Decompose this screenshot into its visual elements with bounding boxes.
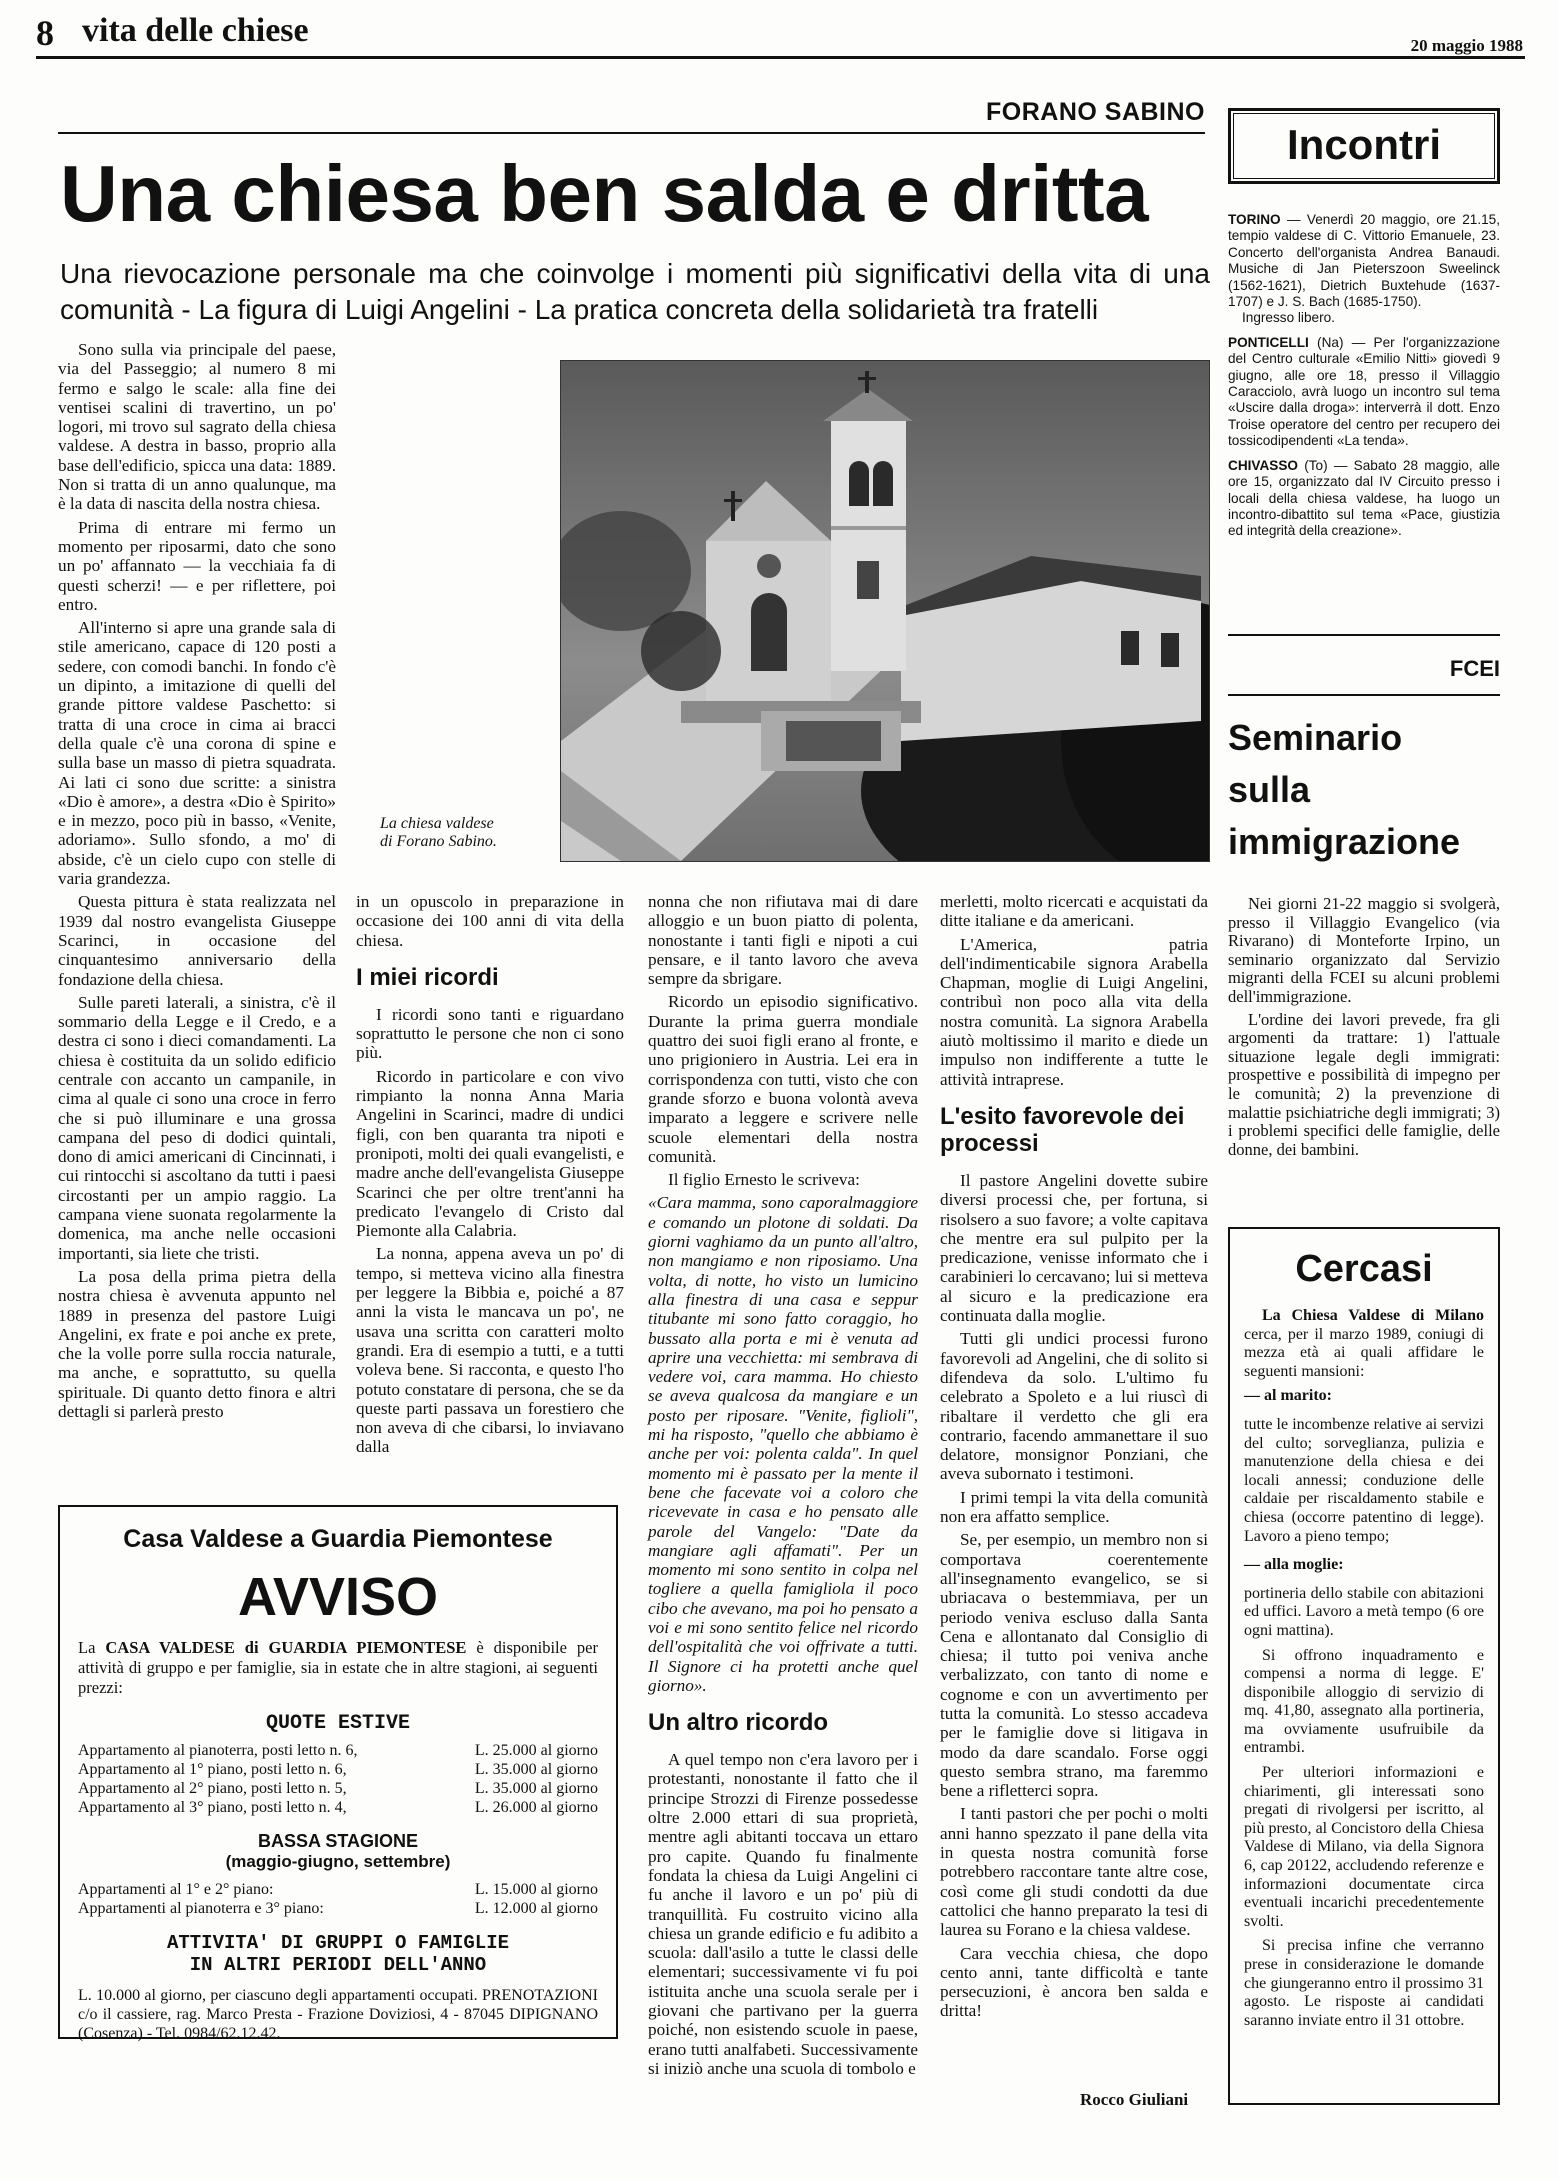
article-paragraph: nonna che non rifiutava mai di dare alloggio e un buon piatto di polenta, nonostante i tanti figli e nipoti a cui pensare, e il tanto lavoro che aveva sempre da sbrigare.: [648, 892, 918, 989]
article-column-2: [356, 892, 624, 1461]
article-paragraph: La nonna, appena aveva un po' di tempo, si metteva vicino alla finestra per leggere la Bibbia e, poiché a 87 anni la vista le mancava un po', ne usava una scritta con caratteri molto grandi. Era di esempio a tutti, e a tutti voleva bene. Si racconta, e questo l'ho potuto constatare di persona, che se da queste parti passava un forestiero che non aveva di che cibarsi, lo inviavano dalla: [356, 1244, 624, 1457]
fcei-paragraph: L'ordine dei lavori prevede, fra gli argomenti da trattare: 1) l'attuale situazione legale degli immigrati: prospettive e possibilità di impegno per le comunità; 2) la prevenzione di malattie psichiatriche degli immigrati; 3) i problemi specifici delle famiglie, delle donne, dei bambini.: [1228, 1009, 1500, 1159]
article-paragraph: merletti, molto ricercati e acquistati da ditte italiane e da americani.: [940, 892, 1208, 931]
article-paragraph: Il figlio Ernesto le scriveva:: [668, 1170, 860, 1190]
article-paragraph: Ricordo in particolare e con vivo rimpianto la nonna Anna Maria Angelini in Scarinci, madre di undici figli, con ben quaranta tra nipoti e pronipoti, molti dei quali evangelisti, e madre anche dell'evangelista Giuseppe Scarinci che per oltre trent'anni ha predicato l'evangelo di Cristo dal Piemonte alla Calabria.: [356, 1066, 624, 1241]
article-paragraph: I tanti pastori che per pochi o molti anni hanno spezzato il pane della vita in questa nostra comunità forse potrebbero raccontare tante altre cose, così come gli studi condotti da due cattolici che hanno preparato la tesi di laurea su Forano e la chiesa valdese.: [940, 1804, 1208, 1940]
article-paragraph: Prima di entrare mi fermo un momento per riposarmi, dato che sono un po' affannato — la vecchiaia fa di questi scherzi! — e per riflettere, poi entro.: [58, 517, 336, 614]
article-paragraph: Il pastore Angelini dovette subire diversi processi che, per fortuna, si risolsero a suo favore; a volte capitava che mentre era sul pulpito per la predicazione, venisse informato che i carabinieri lo cercavano; lui si metteva al sicuro e la predicazione era continuata dalla moglie.: [940, 1170, 1208, 1326]
price-label: Appartamenti al 1° e 2° piano:: [78, 1881, 274, 1898]
price-value: L. 35.000 al giorno: [474, 1780, 598, 1797]
church-illustration: [561, 361, 1209, 861]
article-paragraph: Ricordo un episodio significativo. Durante la prima guerra mondiale quattro dei suoi figli erano al fronte, e uno prigioniero in Austria. Lei era in corrispondenza con tutti, visto che con grande sforzo e buona volontà aveva imparato a leggere e scrivere nelle scuole elementari della nostra comunità.: [648, 992, 918, 1166]
fcei-title: [1228, 712, 1500, 868]
ad-title: Casa Valdese a Guardia Piemontese: [123, 1525, 553, 1553]
article-column-4: [940, 892, 1208, 2025]
article-paragraph: Sulle pareti laterali, a sinistra, c'è il sommario della Legge e il Credo, e a destra ci sono i dieci comandamenti. La chiesa è costituita da un solido edificio centrale con accanto un campanile, in cima al quale ci sono una croce in ferro che si può illuminare e una grossa campana del peso di dodici quintali, dono di amici americani di Cincinnati, i cui rintocchi si ascoltano da tutti i paesi circostanti per un ampio raggio. La campana viene suonata regolarmente la domenica, ma anche nelle occasioni importanti, sia liete che tristi.: [58, 992, 336, 1263]
incontri-item: [1228, 212, 1500, 327]
price-value: L. 35.000 al giorno: [474, 1761, 598, 1778]
wife-text: portineria dello stabile con abitazioni ed uffici. Lavoro a metà tempo (6 ore ogni mattina).: [1244, 1584, 1484, 1639]
price-row: [78, 1880, 598, 1899]
summer-prices: [78, 1741, 598, 1817]
article-paragraph: All'interno si apre una grande sala di stile americano, capace di 120 posti a sedere, con comodi banchi. In fondo c'è un dipinto, a imitazione di quelli del grande pittore valdese Paschetto: si tratta di una croce in cima ai bracci della quale c'è una corona di spine e sulla base un masso di pietra squadrata. Ai lati ci sono due scritte: a sinistra «Dio è amore», a destra «Dio è Spirito» e in mezzo, poco più in basso, «Venite, adoriamo». Sullo sfondo, a mo' di abside, c'è un cielo cupo con stelle di varia grandezza.: [58, 618, 336, 889]
article-paragraph: in un opuscolo in preparazione in occasione dei 100 anni di vita della chiesa.: [356, 892, 624, 950]
price-value: L. 26.000 al giorno: [474, 1799, 598, 1816]
heading-miei-ricordi: I miei ricordi: [356, 963, 499, 991]
incontri-title: Incontri: [1287, 121, 1441, 168]
photo-caption-line2: di Forano Sabino.: [380, 833, 497, 850]
incontri-box: [1228, 108, 1500, 184]
article-subtitle: Una rievocazione personale ma che coinvolge i momenti più significativi della vita di una comunità - La figura di Luigi Angelini - La pratica concreta della solidarietà tra fratelli: [60, 258, 1210, 325]
article-paragraph: Se, per esempio, un membro non si comportava coerentemente all'insegnamento evangelico, se si ubriacava o bestemmiava, per un periodo veniva escluso dalla Santa Cena e allontanato dal Consiglio di chiesa; il tutto poi veniva anche verbalizzato, con tanto di nome e cognome e con un avvertimento per tutta la comunità. Lo stesso accadeva per le famiglie dove si litigava in modo da dare scandalo. Forse oggi questo sembra strano, ma faremmo bene a rifletterci sopra.: [940, 1530, 1208, 1801]
incontri-text: (To) — Sabato 28 maggio, alle ore 15, organizzato dal IV Circuito presso i locali della chiesa valdese, ha luogo un incontro-dibattito sul tema «Pace, giustizia ed integrità della creazione».: [1228, 457, 1500, 539]
heading-altro-ricordo: Un altro ricordo: [648, 1709, 829, 1737]
ad-intro: [78, 1638, 598, 1698]
ad-intro-rest: è disponibile per attività di gruppo e per famiglie, sia in estate che in altre stagioni, ai seguenti prezzi:: [78, 1638, 598, 1697]
article-paragraph: Sono sulla via principale del paese, via del Passeggio; al numero 8 mi fermo e salgo le scale: alla fine dei ventisei scalini di travertino, un po' logori, mi trovo sul sagrato della chiesa valdese. A destra in basso, proprio alla base dell'edificio, spicca una data: 1889. Non si tratta di un anno qualunque, ma è la data di nascita della nostra chiesa.: [58, 340, 336, 514]
cercasi-box: [1228, 1227, 1500, 2105]
incontri-extra: Ingresso libero.: [1242, 310, 1335, 326]
section-title: vita delle chiese: [82, 12, 309, 49]
photo-caption-line1: La chiesa valdese: [380, 815, 494, 832]
cercasi-title: Cercasi: [1295, 1248, 1433, 1290]
ad-intro-bold: CASA VALDESE di GUARDIA PIEMONTESE: [105, 1638, 467, 1657]
photo-caption: [380, 815, 550, 851]
price-value: L. 12.000 al giorno: [474, 1900, 598, 1917]
fcei-paragraph: Nei giorni 21-22 maggio si svolgerà, presso il Villaggio Evangelico (via Rivarano) di Monteforte Irpino, un seminario organizzato dal Servizio migranti della FCEI su alcuni problemi dell'immigrazione.: [1228, 894, 1500, 1006]
heading-esito-processi: L'esito favorevole dei processi: [940, 1102, 1185, 1157]
incontri-list: [1228, 212, 1500, 548]
incontri-item: [1228, 335, 1500, 450]
low-season-prices: [78, 1880, 598, 1918]
incontri-place: CHIVASSO: [1228, 457, 1298, 473]
price-label: Appartamento al 3° piano, posti letto n. 4,: [78, 1799, 347, 1816]
price-value: L. 25.000 al giorno: [474, 1742, 598, 1759]
article-column-3: [648, 892, 918, 2082]
article-paragraph: Questa pittura è stata realizzata nel 1939 dal nostro evangelista Giuseppe Scarinci, in occasione del cinquantesimo anniversario della fondazione della chiesa.: [58, 892, 336, 989]
fcei-title-line1: Seminario: [1228, 717, 1403, 758]
ad-headline: AVVISO: [237, 1567, 439, 1627]
page-number: 8: [36, 13, 54, 53]
article-author: Rocco Giuliani: [1080, 2090, 1189, 2109]
wife-heading: — alla moglie:: [1244, 1556, 1344, 1574]
price-value: L. 15.000 al giorno: [474, 1881, 598, 1898]
article-paragraph: I primi tempi la vita della comunità non era affatto semplice.: [940, 1487, 1208, 1527]
article-paragraph: Cara vecchia chiesa, che dopo cento anni, tante difficoltà e tante persecuzioni, è ancora ben salda e dritta!: [940, 1943, 1208, 2021]
groups-heading-1: ATTIVITA' DI GRUPPI O FAMIGLIE: [166, 1932, 510, 1954]
cercasi-intro-bold: La Chiesa Valdese di Milano: [1262, 1307, 1484, 1324]
page-header: [36, 8, 1523, 60]
price-label: Appartamenti al pianoterra e 3° piano:: [78, 1900, 324, 1917]
groups-text: L. 10.000 al giorno, per ciascuno degli appartamenti occupati. PRENOTAZIONI c/o il cassiere, rag. Marco Presta - Frazione Doviziosi, 4 - 87045 DIPIGNANO (Cosenza) - Tel. 0984/62.12.42.: [78, 1987, 598, 2042]
kicker-rule: [58, 132, 1205, 134]
incontri-text: (Na) — Per l'organizzazione del Centro culturale «Emilio Nitti» giovedì 9 giugno, alle ore 18, presso il Villaggio Caracciolo, avrà luogo un incontro sul tema «Uscire dalla droga»: interverrà il dott. Enzo Troise operatore del centro per recupero dei tossicodipendenti «La tenda».: [1228, 334, 1500, 449]
price-label: Appartamento al 2° piano, posti letto n. 5,: [78, 1780, 347, 1797]
incontri-item: [1228, 458, 1500, 540]
ernesto-letter-quote: «Cara mamma, sono caporalmaggiore e comando un plotone di soldati. Da giorni vaghiamo da un punto all'altro, non mangiamo e non riposiamo. Una volta, di notte, ho visto un lumicino alla finestra di una casa e seppur titubante mi sono fatto coraggio, ho bussato alla porta e mi è venuta ad aprire una vecchietta: mi sembrava di vedere voi, cara mamma. Ho chiesto se aveva qualcosa da mangiare e un posto per riposare. "Venite, figlioli", mi ha risposto, "quello che abbiamo è anche per voi: polenta calda". In quel momento mi è passato per la mente il bene che facevate voi a coloro che ricevevate in casa e ho pensato alle parole del Vangelo: "Date da mangiare agli affamati". Per un momento mi sono sentito in colpa nel togliere a quella famigliola il poco cibo che avevano, ma poi ho pensato a voi e mi sono sentito felice nel ricordo dell'ospitalità che voi offrivate a tutti. Il Signore ci ha protetti anche quel giorno».: [648, 1193, 918, 1695]
summer-heading: QUOTE ESTIVE: [265, 1712, 411, 1735]
price-row: [78, 1741, 598, 1760]
fcei-title-line3: immigrazione: [1228, 821, 1461, 862]
article-paragraph: I ricordi sono tanti e riguardano soprattutto le persone che non ci sono più.: [356, 1004, 624, 1063]
ad-intro-prefix: La: [78, 1638, 106, 1657]
article-paragraph: A quel tempo non c'era lavoro per i protestanti, nonostante il fatto che il principe Strozzi di Firenze possedesse oltre 2.000 ettari di sua proprietà, mentre agli abitanti toccava un ettaro pro capite. Quando fu finalmente fondata la chiesa da Luigi Angelini ci fu anche il lavoro e un po' più di tranquillità. Fu costruito vicino alla chiesa un grande edificio e fu adibito a scuola: dall'asilo a tutte le classi delle elementari; successivamente vi fu poi istituita anche una scuola serale per i giovani che partivano per la guerra poiché, non esistendo scuole in paese, erano tutti analfabeti. Successivamente si iniziò anche una scuola di tombolo e: [648, 1750, 918, 2078]
article-kicker: FORANO SABINO: [986, 98, 1205, 126]
price-label: Appartamento al pianoterra, posti letto n. 6,: [78, 1742, 358, 1759]
groups-heading-2: IN ALTRI PERIODI DELL'ANNO: [189, 1954, 487, 1976]
cercasi-paragraph: Si offrono inquadramento e compensi a norma di legge. E' disponibile alloggio di servizio di mq. 41,80, assegnato alla portineria, ma ovviamente usufruibile da entrambi.: [1244, 1646, 1484, 1757]
cercasi-paragraph: Per ulteriori informazioni e chiarimenti, gli interessati sono pregati di rivolgersi per iscritto, al più presto, al Concistoro della Chiesa Valdese di Milano, via della Signora 6, cap 20122, accludendo referenze e informazioni documentate circa eventuali incarichi precedentemente svolti.: [1244, 1764, 1484, 1930]
low-season-sub: (maggio-giugno, settembre): [225, 1852, 451, 1871]
avviso-ad-box: [58, 1505, 618, 2042]
header-rule: [36, 56, 1525, 59]
sidebar-rule-2: [1228, 694, 1500, 696]
price-row: [78, 1798, 598, 1817]
price-row: [78, 1899, 598, 1918]
church-photo: [560, 360, 1210, 862]
incontri-place: TORINO: [1228, 212, 1281, 227]
incontri-text: — Venerdì 20 maggio, ore 21.15, tempio valdese di C. Vittorio Emanuele, 23. Concerto dell'organista Andrea Banaudi. Musiche di Jan Pieterszoon Sweelinck (1562-1621), Dietrich Buxtehude (1637-1707) e J. S. Bach (1685-1750).: [1228, 212, 1500, 310]
incontri-place: PONTICELLI: [1228, 334, 1309, 350]
article-title: Una chiesa ben salda e dritta: [60, 149, 1149, 238]
sidebar-rule-1: [1228, 634, 1500, 636]
husband-heading: — al marito:: [1244, 1387, 1332, 1405]
article-paragraph: La posa della prima pietra della nostra chiesa è avvenuta appunto nel 1889 in presenza del pastore Luigi Angelini, ex frate e poi anche ex prete, che la volle porre sulla roccia naturale, ma anche, e soprattutto, su quella spirituale. Di quanto detto finora e altri dettagli si parlerà presto: [58, 1266, 336, 1422]
article-paragraph: L'America, patria dell'indimenticabile signora Arabella Chapman, moglie di Luigi Angelini, contribuì non poco alla vita della nostra comunità. La signora Arabella aiutò moltissimo il marito e diede un impulso non indifferente a tutte le attività intraprese.: [940, 934, 1208, 1089]
fcei-title-line2: sulla: [1228, 769, 1311, 810]
fcei-body: [1228, 895, 1500, 1163]
husband-text: tutte le incombenze relative ai servizi del culto; sorveglianza, pulizia e manutenzione della chiesa e dei locali annessi; conduzione delle caldaie per riscaldamento stabile e chiesa (occorre patentino di legge). Lavoro a pieno tempo;: [1244, 1415, 1484, 1545]
cercasi-body: [1244, 1307, 1484, 2030]
cercasi-intro: [1244, 1307, 1484, 1381]
cercasi-intro-rest: cerca, per il marzo 1989, coniugi di mezza età ai quali affidare le seguenti mansioni:: [1244, 1325, 1484, 1380]
article-column-1: [58, 340, 336, 1425]
article-paragraph: Tutti gli undici processi furono favorevoli ad Angelini, che di solito si difendeva da solo. L'ultimo fu celebrato a Spoleto e a lui riuscì di ribaltare il verdetto che gli era contrario, facendo ammanettare il suo delatore, monsignor Ponziani, che aveva subornato i testimoni.: [940, 1329, 1208, 1484]
cercasi-paragraph: Si precisa infine che verranno prese in considerazione le domande che giungeranno entro il prossimo 31 agosto. Le risposte ai candidati saranno inviate entro il 31 ottobre.: [1244, 1937, 1484, 2029]
issue-date: 20 maggio 1988: [1410, 36, 1523, 55]
fcei-kicker: FCEI: [1449, 656, 1500, 681]
low-season-heading: BASSA STAGIONE: [257, 1831, 418, 1851]
price-row: [78, 1760, 598, 1779]
price-label: Appartamento al 1° piano, posti letto n. 6,: [78, 1761, 347, 1778]
price-row: [78, 1779, 598, 1798]
